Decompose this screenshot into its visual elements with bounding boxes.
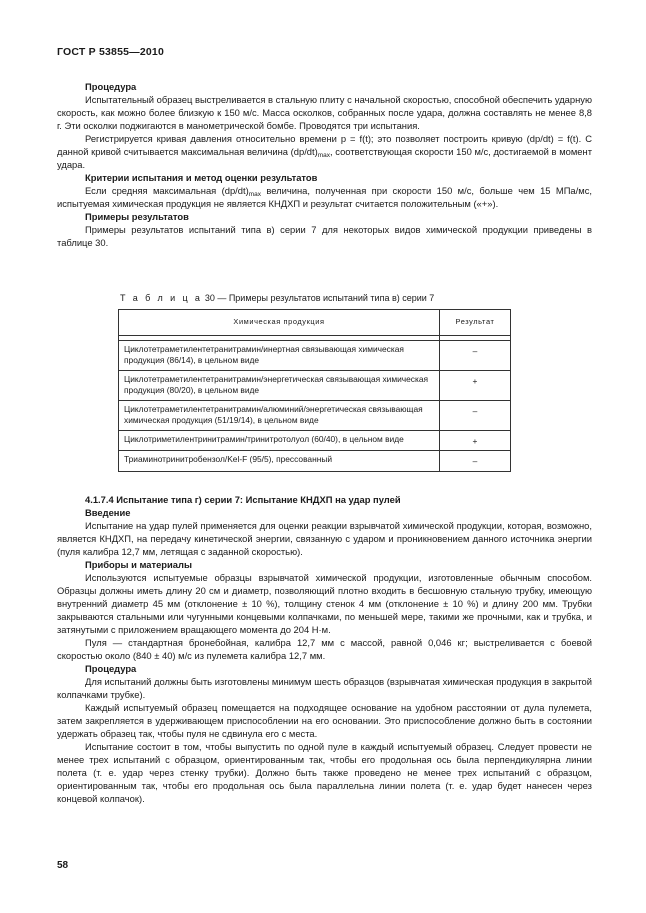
result-cell: +: [440, 370, 511, 400]
section-bullet-impact: [57, 493, 592, 805]
section-procedure-criteria: [57, 80, 592, 249]
table-header-row: [119, 310, 511, 336]
paragraph: Если средняя максимальная $(dp/dt)_{max}$ величина, полученная при скорости 150 м/с, больше чем 15 МПа/мс, испытуемая химическая продукция не является КНДХП и результат считается положительным («+»).: [57, 185, 592, 209]
column-header-result: Результат: [440, 310, 511, 336]
paragraph: Испытательный образец выстреливается в стальную плиту с начальной скоростью, способной обеспечить ударную скорость, как можно более близкую к 150 м/с. Масса осколков, собранных после удара, должна составлять не менее 8,8 г. Эти осколки поджигаются в манометрической бомбе. Проводятся три испытания.: [57, 94, 592, 131]
product-cell: Циклотетраметилентетранитрамин/энергетическая связывающая химическая продукция (80/20), в цельном виде: [119, 370, 440, 400]
paragraph: Регистрируется кривая давления относительно времени p = f(t); это позволяет построить кривую (dp/dt) = f(t). С данной кривой считывается максимальная величина $(dp/dt)_{max}$, соответствующая скорости 150 м/с, достигаемой в момент удара.: [57, 133, 592, 170]
table-row: [119, 430, 511, 451]
product-cell: Циклотетраметилентетранитрамин/алюминий/энергетическая связывающая химическая продукция (51/19/14), в цельном виде: [119, 400, 440, 430]
heading-materials: Приборы и материалы: [85, 559, 192, 570]
heading-examples: Примеры результатов: [85, 211, 189, 222]
column-header-product: Химическая продукция: [119, 310, 440, 336]
paragraph: Используются испытуемые образцы взрывчатой химической продукции, изготовленные обычным способом. Образцы должны иметь длину 20 см и диаметр, позволяющий плотно входить в бесшовную стальную трубку, имеющую внутренний диаметр 45 мм (отклонение ± 10 %), толщину стенок 4 мм (отклонение ± 10 %) и длину 200 мм. Трубки закрываются стальными или чугунными концевыми колпачками, по меньшей мере, такими же прочными, как и трубка, и затянутыми с приложением вращающего момента до 204 Н·м.: [57, 572, 592, 635]
paragraph: Испытание состоит в том, чтобы выпустить по одной пуле в каждый испытуемый образец. Следует провести не менее трех испытаний с образцом, ориентированным так, чтобы его продольная ось была перпендикулярна линии полета (т. е. удар через стенку трубки). Должно быть также проведено не менее трех испытаний с образцом, ориентированным так, чтобы его продольная ось была параллельна линии полета (т. е. удар будет нанесен через концевой колпачок).: [57, 741, 592, 804]
table-row: [119, 340, 511, 370]
result-cell: –: [440, 451, 511, 472]
section-title: 4.1.7.4 Испытание типа г) серии 7: Испытание КНДХП на удар пулей: [85, 494, 401, 505]
table-caption-text: 30 — Примеры результатов испытаний типа в) серии 7: [202, 293, 435, 303]
result-cell: –: [440, 340, 511, 370]
product-cell: Циклотриметилентринитрамин/тринитротолуол (60/40), в цельном виде: [119, 430, 440, 451]
results-table: [118, 309, 511, 472]
heading-introduction: Введение: [85, 507, 131, 518]
paragraph: Для испытаний должны быть изготовлены минимум шесть образцов (взрывчатая химическая продукция в закрытой колпачками трубке).: [57, 676, 592, 700]
heading-procedure: Процедура: [85, 663, 137, 674]
table-row: [119, 370, 511, 400]
paragraph: Примеры результатов испытаний типа в) серии 7 для некоторых видов химической продукции приведены в таблице 30.: [57, 224, 592, 248]
result-cell: –: [440, 400, 511, 430]
table-row: [119, 400, 511, 430]
result-cell: +: [440, 430, 511, 451]
paragraph: Пуля — стандартная бронебойная, калибра 12,7 мм с массой, равной 0,046 кг; выстреливается с боевой скоростью около (840 ± 40) м/с из пулемета калибра 12,7 мм.: [57, 637, 592, 661]
heading-procedure: Процедура: [85, 81, 137, 92]
heading-criteria: Критерии испытания и метод оценки результатов: [85, 172, 318, 183]
table-row: [119, 451, 511, 472]
page-number: 58: [57, 860, 69, 871]
table-caption: [120, 293, 434, 303]
document-header: ГОСТ Р 53855—2010: [57, 46, 165, 58]
product-cell: Циклотетраметилентетранитрамин/инертная связывающая химическая продукция (86/14), в цельном виде: [119, 340, 440, 370]
product-cell: Триаминотринитробензол/Kel-F (95/5), прессованный: [119, 451, 440, 472]
paragraph: Каждый испытуемый образец помещается на подходящее основание на удобном расстоянии от дула пулемета, затем закрепляется в удерживающем приспособлении на его основании. Это приспособление должно быть в состоянии удержать образец так, чтобы пуля не сдвинула его с места.: [57, 702, 592, 739]
paragraph: Испытание на удар пулей применяется для оценки реакции взрывчатой химической продукции, которая, возможно, является КНДХП, на передачу кинетической энергии, связанную с ударом и проникновением данного источника энергии (пуля калибра 12,7 мм, летящая с заданной скоростью).: [57, 520, 592, 557]
table-caption-prefix: Т а б л и ц а: [120, 293, 203, 303]
